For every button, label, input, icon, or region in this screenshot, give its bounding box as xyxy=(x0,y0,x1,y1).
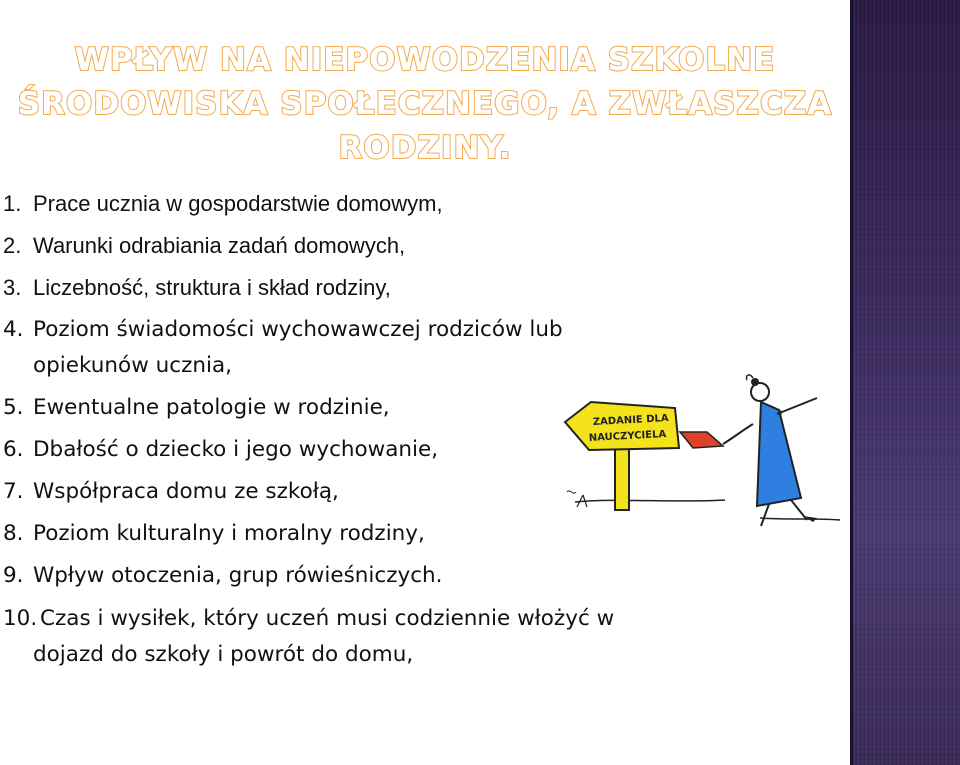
teacher-task-illustration xyxy=(555,370,845,530)
list-item-text: Prace ucznia w gospodarstwie domowym, xyxy=(33,191,443,216)
right-arm-icon xyxy=(777,398,817,414)
list-item-number: 6. xyxy=(3,437,24,462)
list-item-text: Ewentualne patologie w rodzinie, xyxy=(33,395,390,420)
list-item-number: 5. xyxy=(3,395,24,420)
list-item-number: 8. xyxy=(3,521,24,546)
list-item-text-continued: dojazd do szkoły i powrót do domu, xyxy=(33,642,414,667)
hair-bun-icon xyxy=(751,378,759,386)
laptop-icon xyxy=(680,432,723,448)
list-item-text: Poziom świadomości wychowawczej rodziców lub xyxy=(33,317,563,342)
list-item-text: Czas i wysiłek, który uczeń musi codziennie włożyć w xyxy=(40,606,615,631)
list-item xyxy=(0,597,800,673)
figure-body-icon xyxy=(757,402,801,506)
list-item-number: 10. xyxy=(3,606,38,631)
sign-text-line-2: NAUCZYCIELA xyxy=(588,428,667,444)
ground-line-right xyxy=(760,518,840,520)
list-item-number: 3. xyxy=(3,275,22,300)
list-item-number: 9. xyxy=(3,563,24,588)
doodle-icon xyxy=(567,491,576,493)
signpost-icon xyxy=(615,448,629,510)
arm-icon xyxy=(723,424,753,444)
hair-strand-icon xyxy=(746,375,753,380)
title-line-2: ŚRODOWISKA SPOŁECZNEGO, A ZWŁASZCZA xyxy=(17,86,833,122)
list-item-number: 7. xyxy=(3,479,24,504)
sign-text-line-1: ZADANIE DLA xyxy=(592,413,669,428)
title-line-3: RODZINY. xyxy=(338,130,512,166)
list-item-text: Warunki odrabiania zadań domowych, xyxy=(33,233,406,258)
ground-line xyxy=(575,500,725,502)
list-item-text: Wpływ otoczenia, grup rówieśniczych. xyxy=(33,563,443,588)
list-item xyxy=(0,225,800,267)
list-item-number: 1. xyxy=(3,191,22,216)
list-item xyxy=(0,267,800,309)
list-item-text: Liczebność, struktura i skład rodziny, xyxy=(33,275,391,300)
list-item-number: 4. xyxy=(3,317,24,342)
list-item xyxy=(0,183,800,225)
list-item-text: Dbałość o dziecko i jego wychowanie, xyxy=(33,437,439,462)
decorative-side-panel xyxy=(850,0,960,765)
list-item-text-continued: opiekunów ucznia, xyxy=(33,353,232,378)
list-item-number: 2. xyxy=(3,233,22,258)
list-item-text: Poziom kulturalny i moralny rodziny, xyxy=(33,521,425,546)
title-line-1: WPŁYW NA NIEPOWODZENIA SZKOLNE xyxy=(74,42,776,78)
list-item xyxy=(0,555,800,597)
list-item-text: Współpraca domu ze szkołą, xyxy=(33,479,339,504)
slide-title xyxy=(0,38,850,170)
